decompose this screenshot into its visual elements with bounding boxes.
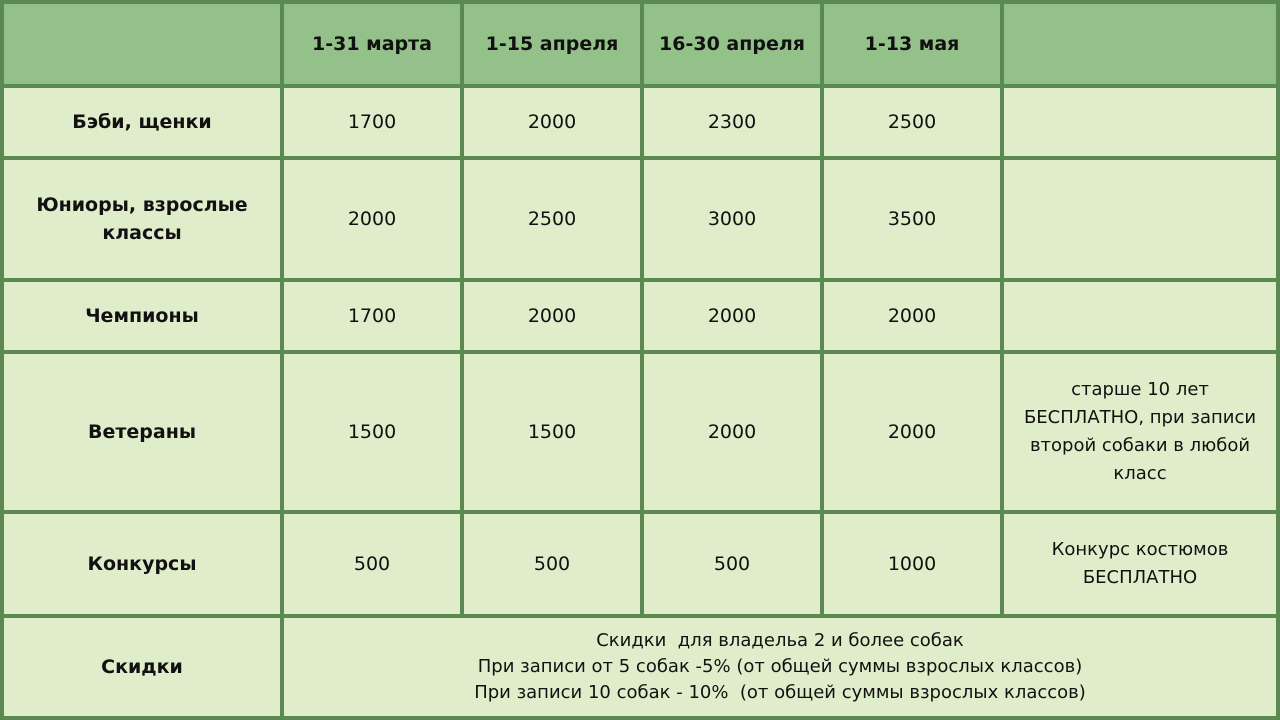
table-row — [2, 352, 1278, 512]
note-cell — [1002, 86, 1278, 158]
table-row — [2, 280, 1278, 352]
price-cell: 2500 — [462, 158, 642, 280]
note-line: Конкурс костюмов — [1051, 539, 1229, 560]
price-cell: 2000 — [462, 86, 642, 158]
price-cell: 2000 — [462, 280, 642, 352]
note-cell — [1002, 512, 1278, 616]
row-label: Бэби, щенки — [2, 86, 282, 158]
note-cell — [1002, 280, 1278, 352]
table-row — [2, 512, 1278, 616]
price-cell: 2500 — [822, 86, 1002, 158]
price-cell: 500 — [642, 512, 822, 616]
header-row — [2, 2, 1278, 86]
header-period-1: 1-31 марта — [282, 2, 462, 86]
header-period-4: 1-13 мая — [822, 2, 1002, 86]
header-period-2: 1-15 апреля — [462, 2, 642, 86]
row-label: Юниоры, взрослые классы — [2, 158, 282, 280]
price-cell: 500 — [282, 512, 462, 616]
price-cell: 2000 — [642, 280, 822, 352]
price-cell: 2000 — [642, 352, 822, 512]
discount-row — [2, 616, 1278, 718]
note-line: класс — [1113, 463, 1167, 484]
discount-line: При записи 10 собак - 10% (от общей суммы взрослых классов) — [474, 682, 1086, 703]
row-label: Ветераны — [2, 352, 282, 512]
price-cell: 500 — [462, 512, 642, 616]
price-cell: 2000 — [822, 352, 1002, 512]
table-row — [2, 158, 1278, 280]
price-cell: 3000 — [642, 158, 822, 280]
note-line: старше 10 лет — [1071, 379, 1209, 400]
discount-line: При записи от 5 собак -5% (от общей суммы взрослых классов) — [477, 656, 1083, 677]
price-cell: 2000 — [822, 280, 1002, 352]
note-line: второй собаки в любой — [1029, 435, 1251, 456]
price-cell: 1500 — [282, 352, 462, 512]
table-row — [2, 86, 1278, 158]
price-cell: 1700 — [282, 280, 462, 352]
price-cell: 1000 — [822, 512, 1002, 616]
row-label: Чемпионы — [2, 280, 282, 352]
note-line: БЕСПЛАТНО, при записи — [1023, 407, 1257, 428]
note-cell — [1002, 352, 1278, 512]
header-period-3: 16-30 апреля — [642, 2, 822, 86]
note-cell — [1002, 158, 1278, 280]
price-cell: 1700 — [282, 86, 462, 158]
price-cell: 1500 — [462, 352, 642, 512]
header-extra-cell — [1002, 2, 1278, 86]
price-cell: 2300 — [642, 86, 822, 158]
discount-label: Скидки — [2, 616, 282, 718]
row-label: Конкурсы — [2, 512, 282, 616]
header-corner-cell — [2, 2, 282, 86]
discount-details — [282, 616, 1278, 718]
price-cell: 2000 — [282, 158, 462, 280]
discount-line: Скидки для владельа 2 и более собак — [596, 630, 964, 651]
note-line: БЕСПЛАТНО — [1082, 567, 1198, 588]
price-table — [2, 2, 1278, 718]
price-cell: 3500 — [822, 158, 1002, 280]
